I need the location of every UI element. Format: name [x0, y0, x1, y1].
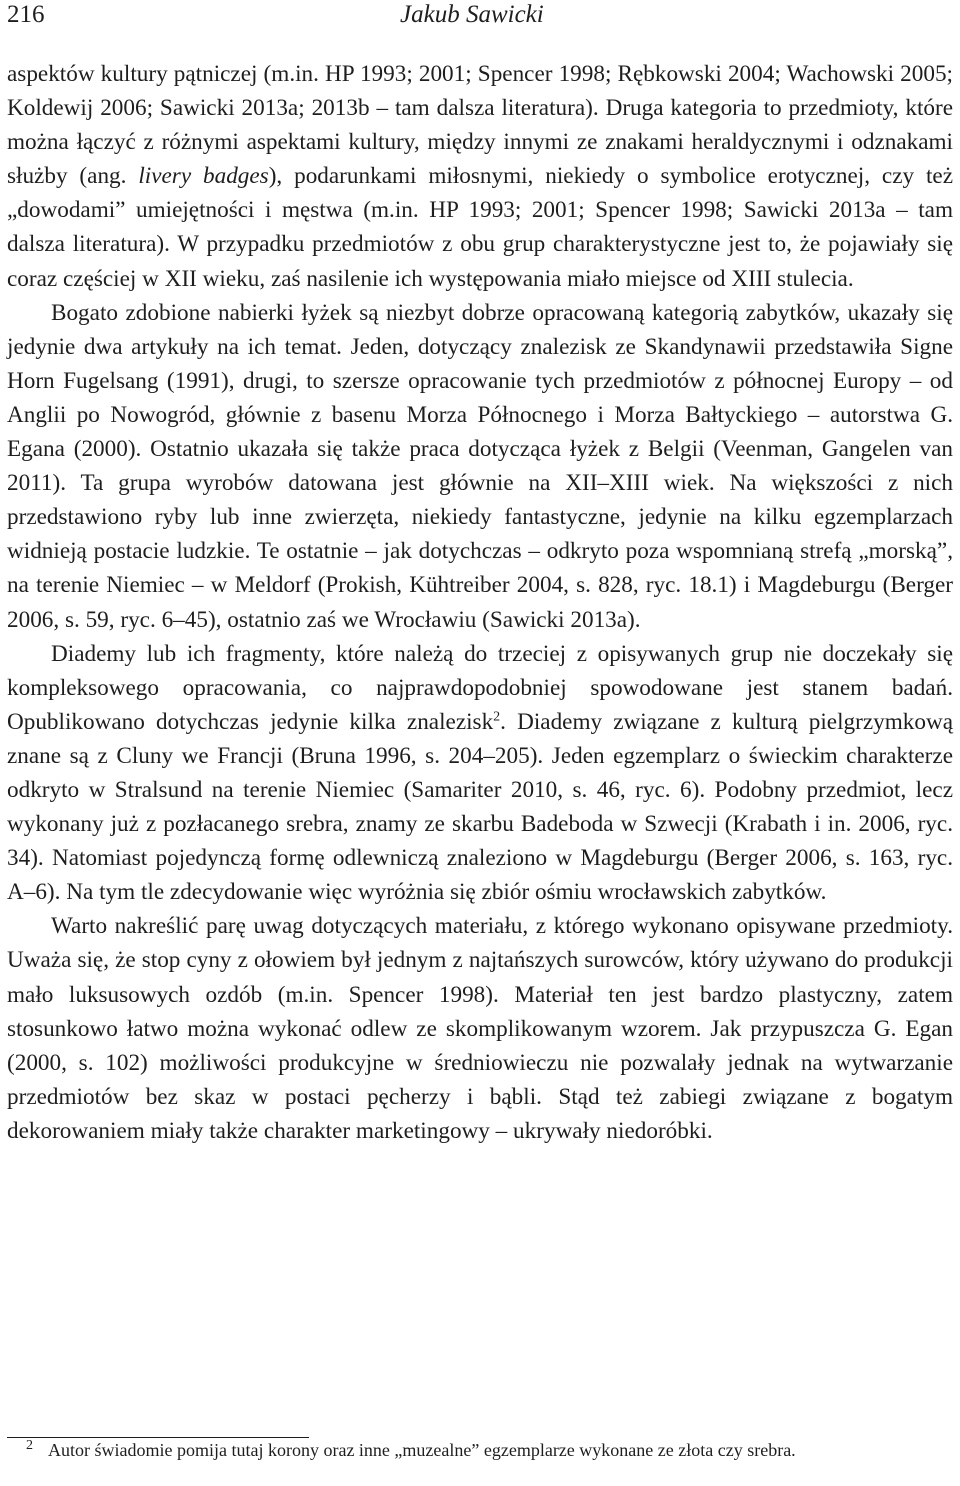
footnote-text: Autor świadomie pomija tutaj korony oraz inne „muzealne” egzemplarze wykonane ze złota czy srebra.	[48, 1440, 796, 1460]
paragraph-3	[7, 637, 953, 910]
paragraph-1-text-b: ), podarunkami miłosnymi, niekiedy o symbolice erotycznej, czy też „dowodami” umiejętności i męstwa (m.in. HP 1993; 2001; Spencer 1998; Sawicki 2013a – tam dalsza literatura). W przypadku przedmiotów z obu grup charakterystyczne jest to, że pojawiały się coraz częściej w XII wieku, zaś nasilenie ich występowania miało miejsce od XIII stulecia.	[7, 163, 953, 292]
running-head-author: Jakub Sawicki	[400, 1, 544, 28]
footnote: 2 Autor świadomie pomija tutaj korony oraz inne „muzealne” egzemplarze wykonane ze złota czy srebra.	[26, 1438, 796, 1460]
paragraph-2: Bogato zdobione nabierki łyżek są niezbyt dobrze opracowaną kategorią zabytków, ukazały się jedynie dwa artykuły na ich temat. Jeden, dotyczący znalezisk ze Skandynawii przedstawiła Signe Horn Fugelsang (1991), drugi, to szersze opracowanie tych przedmiotów z północnej Europy – od Anglii po Nowogród, głównie z basenu Morza Północnego i Morza Bałtyckiego – autorstwa G. Egana (2000). Ostatnio ukazała się także praca dotycząca łyżek z Belgii (Veenman, Gangelen van 2011). Ta grupa wyrobów datowana jest głównie na XII–XIII wiek. Na większości z nich przedstawiono ryby lub inne zwierzęta, niekiedy fantastyczne, jedynie na kilku egzemplarzach widnieją postacie ludzkie. Te ostatnie – jak dotychczas – odkryto poza wspomnianą strefą „morską”, na terenie Niemiec – w Meldorf (Prokish, Kühtreiber 2004, s. 828, ryc. 18.1) i Magdeburgu (Berger 2006, s. 59, ryc. 6–45), ostatnio zaś we Wrocławiu (Sawicki 2013a).	[7, 299, 953, 633]
page	[7, 0, 953, 1486]
paragraph-3-text-b: . Diademy związane z kulturą pielgrzymkową znane są z Cluny we Francji (Bruna 1996, s. 204–205). Jeden egzemplarz o świeckim charakterze odkryto w Stralsund na terenie Niemiec (Samariter 2010, s. 46, ryc. 6). Podobny przedmiot, lecz wykonany już z pozłacanego srebra, znamy ze skarbu Badeboda w Szwecji (Krabath i in. 2006, ryc. 34). Natomiast pojedynczą formę odlewniczą znaleziono w Magdeburgu (Berger 2006, s. 163, ryc. A–6). Na tym tle zdecydowanie więc wyróżnia się zbiór ośmiu wrocławskich zabytków.	[7, 708, 953, 906]
paragraph-1-text-a: aspektów kultury pątniczej (m.in. HP 1993; 2001; Spencer 1998; Rębkowski 2004; Wachowski 2005; Koldewij 2006; Sawicki 2013a; 2013b – tam dalsza literatura). Druga kategoria to przedmioty, które można łączyć z różnymi aspektami kultury, między innymi ze znakami heraldycznymi i odznakami służby (ang.	[7, 61, 953, 190]
footnote-reference[interactable]: 2	[493, 709, 501, 725]
body-text	[7, 57, 953, 1148]
paragraph-3-text-a: Diademy lub ich fragmenty, które należą do trzeciej z opisywanych grup nie doczekały się kompleksowego opracowania, co najprawdopodobniej spowodowane jest stanem badań. Opublikowano dotychczas jedynie kilka znalezisk	[7, 640, 953, 735]
page-number: 216	[7, 1, 45, 28]
paragraph-1	[7, 57, 953, 296]
paragraph-1-italic-term: livery badges	[138, 163, 269, 190]
running-head	[7, 0, 953, 34]
paragraph-4: Warto nakreślić parę uwag dotyczących materiału, z którego wykonano opisywane przedmioty. Uważa się, że stop cyny z ołowiem był jednym z najtańszych surowców, który używano do produkcji mało luksusowych ozdób (m.in. Spencer 1998). Materiał ten jest bardzo plastyczny, zatem stosunkowo łatwo można wykonać odlew ze skomplikowanym wzorem. Jak przypuszcza G. Egan (2000, s. 102) możliwości produkcyjne w średniowieczu nie pozwalały jednak na wytwarzanie przedmiotów bez skaz w postaci pęcherzy i bąbli. Stąd też zabiegi związane z bogatym dekorowaniem miały także charakter marketingowy – ukrywały niedoróbki.	[7, 913, 953, 1144]
